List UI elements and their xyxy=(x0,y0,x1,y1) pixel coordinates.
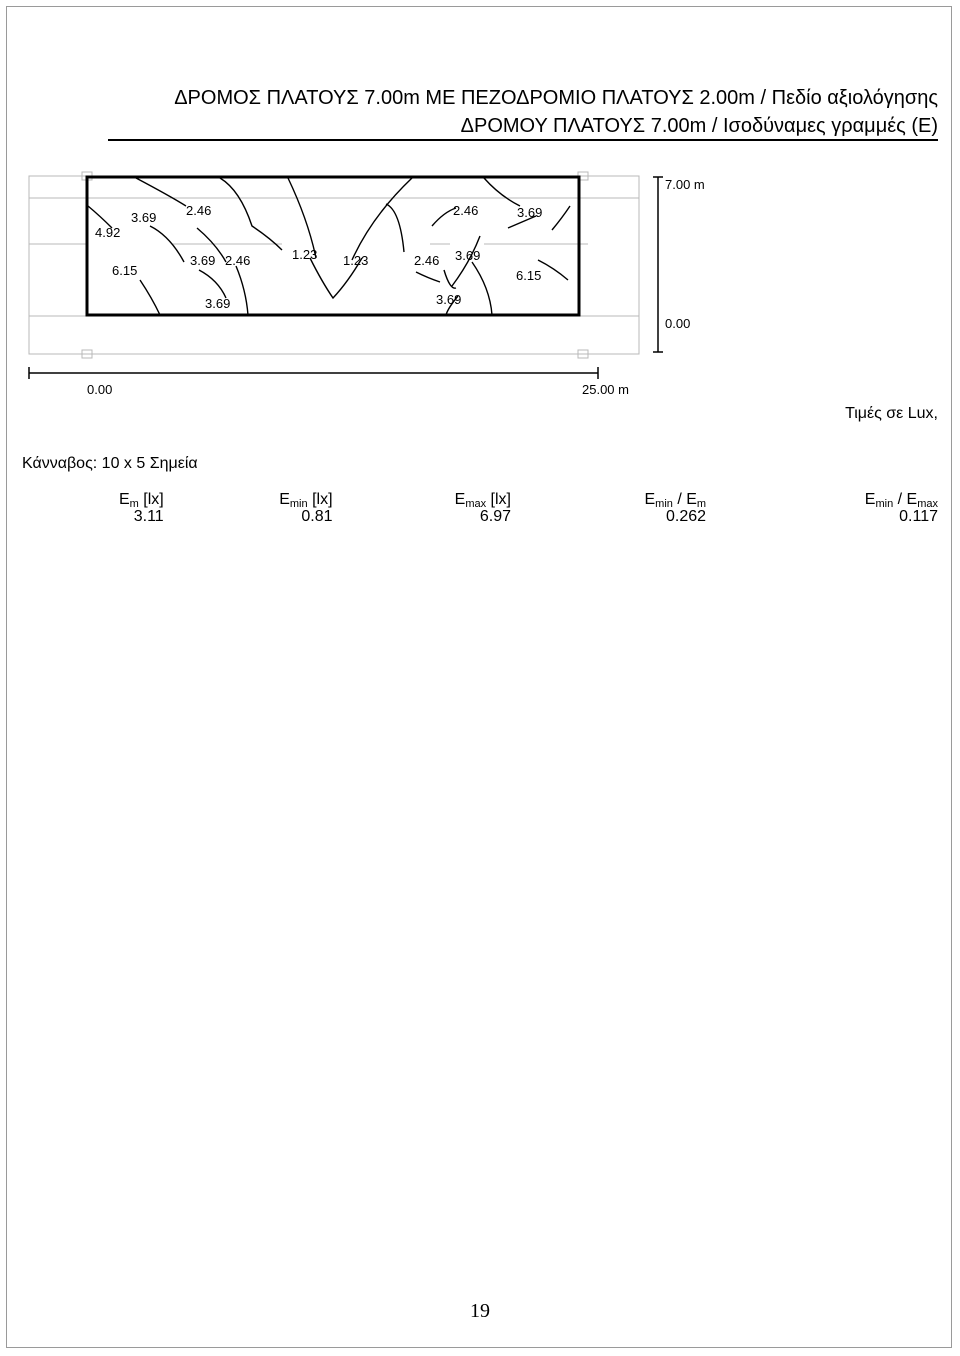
stats-value: 3.11 xyxy=(133,508,164,525)
isolux-label: 2.46 xyxy=(186,203,212,218)
isolux-line xyxy=(538,260,568,280)
isolux-label: 1.23 xyxy=(343,253,369,268)
units-note: Τιμές σε Lux, xyxy=(845,405,938,422)
isolux-line xyxy=(484,178,520,206)
stats-value-row xyxy=(22,508,938,525)
isolux-label: 3.69 xyxy=(205,296,231,311)
isolux-label: 2.46 xyxy=(453,203,479,218)
page-title-line-2: ΔΡΟΜΟΥ ΠΛΑΤΟΥΣ 7.00m / Ισοδύναμες γραμμές (E) xyxy=(460,115,938,137)
stats-value: 0.81 xyxy=(301,508,333,525)
stats-header-row xyxy=(22,491,938,508)
isolux-line xyxy=(288,178,316,258)
stats-header: $E_{max}$ [lx] xyxy=(454,491,511,510)
isolux-label: 2.46 xyxy=(225,253,251,268)
x-dimension-left-label: 0.00 xyxy=(87,382,113,397)
y-dimension-top-label: 7.00 m xyxy=(665,177,705,192)
stats-header: $E_m$ [lx] xyxy=(118,491,164,510)
isolux-line xyxy=(140,280,160,315)
isolux-label: 6.15 xyxy=(112,263,138,278)
isolux-line xyxy=(386,204,404,252)
isolux-line xyxy=(136,178,186,206)
isolux-label: 3.69 xyxy=(436,292,462,307)
isolux-line xyxy=(220,178,282,250)
isolux-label: 3.69 xyxy=(517,205,543,220)
isolux-line xyxy=(236,266,248,315)
page-number: 19 xyxy=(470,1300,490,1322)
stats-header: $E_{min} / E_m$ xyxy=(644,491,707,510)
stats-value: 0.262 xyxy=(666,508,707,525)
page-title-line-1: ΔΡΟΜΟΣ ΠΛΑΤΟΥΣ 7.00m ΜΕ ΠΕΖΟΔΡΟΜΙΟ ΠΛΑΤΟΥΣ 2.00m / Πεδίο αξιολόγησης xyxy=(174,87,938,109)
x-dimension-right-label: 25.00 m xyxy=(582,382,629,397)
isolux-label: 3.69 xyxy=(455,248,481,263)
isolux-drawing xyxy=(0,0,960,420)
isolux-line xyxy=(199,270,226,298)
isolux-line xyxy=(472,262,492,315)
isolux-line xyxy=(416,272,440,282)
isolux-label: 4.92 xyxy=(95,225,121,240)
stats-header: $E_{min}$ [lx] xyxy=(279,491,333,510)
stats-value: 0.117 xyxy=(899,508,938,525)
isolux-line xyxy=(444,270,456,288)
grid-note: Κάνναβος: 10 x 5 Σημεία xyxy=(22,455,198,472)
isolux-label: 3.69 xyxy=(190,253,216,268)
isolux-label: 6.15 xyxy=(516,268,542,283)
isolux-label: 2.46 xyxy=(414,253,440,268)
isolux-line xyxy=(552,206,570,230)
stats-header: $E_{min} / E_{max}$ xyxy=(864,491,938,510)
y-dimension-bottom-label: 0.00 xyxy=(665,316,691,331)
isolux-label: 3.69 xyxy=(131,210,157,225)
stats-value: 6.97 xyxy=(479,508,511,525)
stats-table xyxy=(22,491,938,525)
isolux-label: 1.23 xyxy=(292,247,318,262)
